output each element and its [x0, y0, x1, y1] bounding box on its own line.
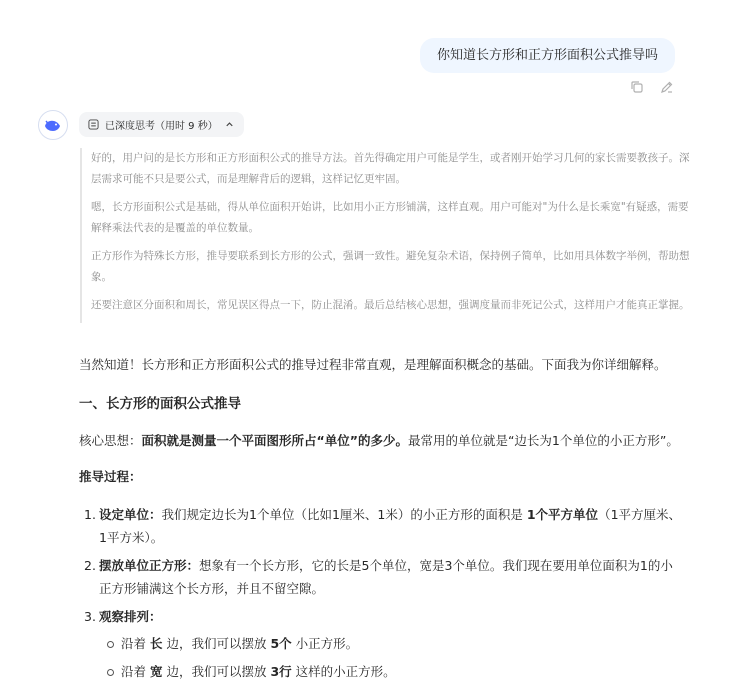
step-title: 观察排列： — [99, 609, 162, 624]
step-item — [84, 503, 684, 549]
thinking-icon — [88, 119, 99, 130]
copy-icon[interactable] — [629, 79, 645, 95]
deep-thinking-toggle[interactable] — [79, 112, 244, 137]
step-title: 摆放单位正方形： — [99, 558, 200, 573]
thinking-paragraph: 好的，用户问的是长方形和正方形面积公式的推导方法。首先得确定用户可能是学生，或者刚开始学习几何的家长需要教孩子。深层需求可能不只是要公式，而是理解背后的逻辑，这样记忆更牢固。 — [91, 152, 690, 185]
step-text: 想象有一个长方形，它的长是5个单位，宽是3个单位。我们现在要用单位面积为1的小正方形铺满这个长方形，并且不留空隙。 — [99, 558, 673, 596]
assistant-avatar — [38, 110, 68, 140]
steps-list — [79, 503, 684, 683]
step-item — [84, 605, 684, 683]
whale-logo-icon — [43, 115, 63, 135]
thinking-paragraph: 还要注意区分面积和周长，常见误区得点一下，防止混淆。最后总结核心思想，强调度量而非死记公式，这样用户才能真正掌握。 — [91, 299, 690, 311]
thinking-paragraph: 正方形作为特殊长方形，推导要联系到长方形的公式，强调一致性。避免复杂术语，保持例子简单，比如用具体数字举例，帮助想象。 — [91, 250, 690, 283]
thinking-paragraph: 嗯，长方形面积公式是基础，得从单位面积开始讲，比如用小正方形铺满，这样直观。用户可能对"为什么是长乘宽"有疑惑，需要解释乘法代表的是覆盖的单位数量。 — [91, 201, 689, 234]
step-number: 3. — [84, 609, 96, 624]
step-title: 设定单位： — [99, 507, 162, 522]
step-item — [84, 554, 684, 600]
step-number: 1. — [84, 507, 96, 522]
answer-intro: 当然知道！长方形和正方形面积公式的推导过程非常直观，是理解面积概念的基础。下面我为你详细解释。 — [79, 357, 667, 372]
chevron-up-icon — [224, 119, 235, 130]
sub-list-item: 沿着 长 边，我们可以摆放 5个 小正方形。 — [121, 632, 684, 655]
user-message-bubble: 你知道长方形和正方形面积公式推导吗 — [420, 38, 675, 73]
core-idea — [79, 429, 684, 452]
sub-list-item: 沿着 宽 边，我们可以摆放 3行 这样的小正方形。 — [121, 660, 684, 683]
message-actions — [629, 79, 675, 95]
core-idea-label: 核心思想： — [79, 433, 142, 448]
process-label: 推导过程： — [79, 469, 142, 484]
deep-thinking-label: 已深度思考（用时 9 秒） — [105, 121, 218, 132]
thinking-content — [80, 148, 696, 323]
assistant-answer — [79, 353, 684, 688]
step-bold: 1个平方单位 — [526, 507, 599, 522]
step-text: 我们规定边长为1个单位（比如1厘米、1米）的小正方形的面积是 — [161, 507, 527, 522]
section-heading: 一、长方形的面积公式推导 — [79, 396, 241, 412]
edit-icon[interactable] — [659, 79, 675, 95]
core-idea-rest: 最常用的单位就是“边长为1个单位的小正方形”。 — [407, 433, 679, 448]
sub-list — [99, 632, 684, 683]
step-number: 2. — [84, 558, 96, 573]
core-idea-bold: 面积就是测量一个平面图形所占“单位”的多少。 — [141, 433, 408, 448]
step-tail: （1平方厘米、1平方米）。 — [99, 507, 682, 545]
